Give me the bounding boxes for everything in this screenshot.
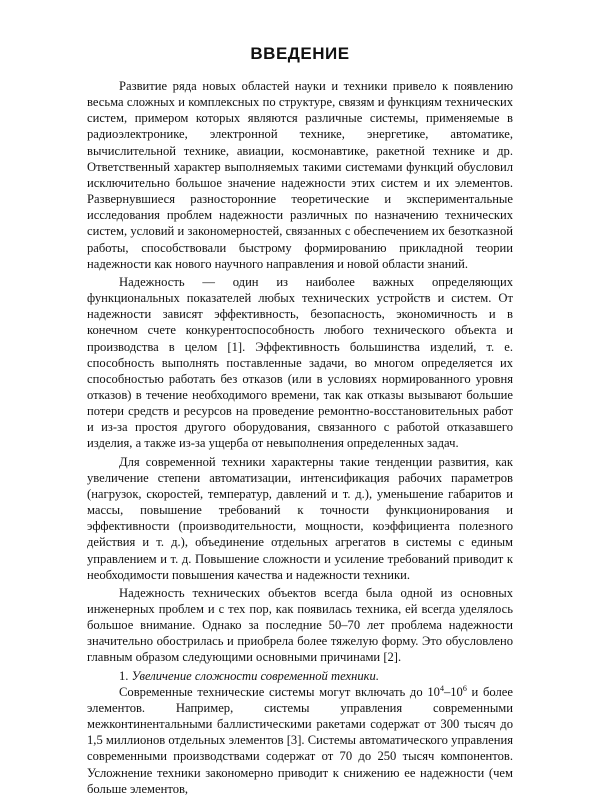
exponent-4: 4 <box>439 683 444 693</box>
section-title: Увеличение сложности современной техники. <box>131 668 379 683</box>
paragraph-reliability: Надежность — один из наиболее важных определяющих функциональных показателей любых технических устройств и систем. От надежности зависят эффективность, безопасность, экономичность и в конечном счете конкурентоспособность любого технического объекта и производства в целом [1]. Эффективность большинства изделий, т. е. способность выполнять поставленные задачи, во многом определяется их способностью работать без отказов (или в условиях нормированного уровня отказов) в течение необходимого времени, так как отказы вызывают большие потери средств и ресурсов на проведение ремонтно-восстановительных работ и из-за простоя другого оборудования, связанного с работой отказавшего изделия, а также из-за ущерба от невыполнения определенных задач. <box>87 274 513 451</box>
complexity-text-a: Современные технические системы могут включать до 10 <box>119 684 440 699</box>
complexity-dash: –10 <box>443 684 463 699</box>
paragraph-trends: Для современной техники характерны такие тенденции развития, как увеличение степени автоматизации, интенсификация рабочих параметров (нагрузок, скоростей, температур, давлений и т. д.), уменьшение габаритов и массы, повышение требований к точности функционирования и эффективности (производительности, мощности, коэффициента полезного действия и т. д.), объединение отдельных агрегатов в системы с единым управлением и т. д. Повышение сложности и усиление требований приводит к необходимости повышения качества и надежности техники. <box>87 454 513 582</box>
paragraph-intro: Развитие ряда новых областей науки и техники привело к появлению весьма сложных и комплексных по структуре, связям и функциям технических систем, примером которых являются различные системы, применяемые в радиоэлектронике, электронной технике, энергетике, автоматике, вычислительной технике, авиации, космонавтике, ракетной технике и др. Ответственный характер выполняемых такими системами функций обусловил исключительно большое значение надежности этих систем и их элементов. Развернувшиеся разносторонние теоретические и экспериментальные исследования проблем надежности различных по назначению технических систем, условий и закономерностей, связанных с обеспечением их безотказной работы, способствовали быстрому формированию прикладной теории надежности как нового научного направления и новой области знаний. <box>87 79 513 271</box>
section-number: 1. <box>119 668 129 683</box>
page-title: ВВЕДЕНИЕ <box>250 44 350 63</box>
paragraph-reasons: Надежность технических объектов всегда была одной из основных инженерных проблем и с тех пор, как появилась техника, ей всегда уделялось большое внимание. Однако за последние 50–70 лет проблема надежности значительно обострилась и приобрела более тяжелую форму. Это обусловлено главным образом следующими основными причинами [2]. <box>87 585 513 665</box>
exponent-6: 6 <box>462 683 467 693</box>
complexity-text-b: и более элементов. Например, системы управления современными межконтинентальными баллистическими ракетами содержат от 300 тысяч до 1,5 миллионов отдельных элементов [3]. Системы автоматического управления современными производствами содержат от 70 до 250 тысяч компонентов. Усложнение техники закономерно приводит к снижению ее надежности (чем больше элементов, <box>87 684 513 796</box>
paragraph-complexity <box>87 684 513 797</box>
section-heading <box>87 668 513 684</box>
